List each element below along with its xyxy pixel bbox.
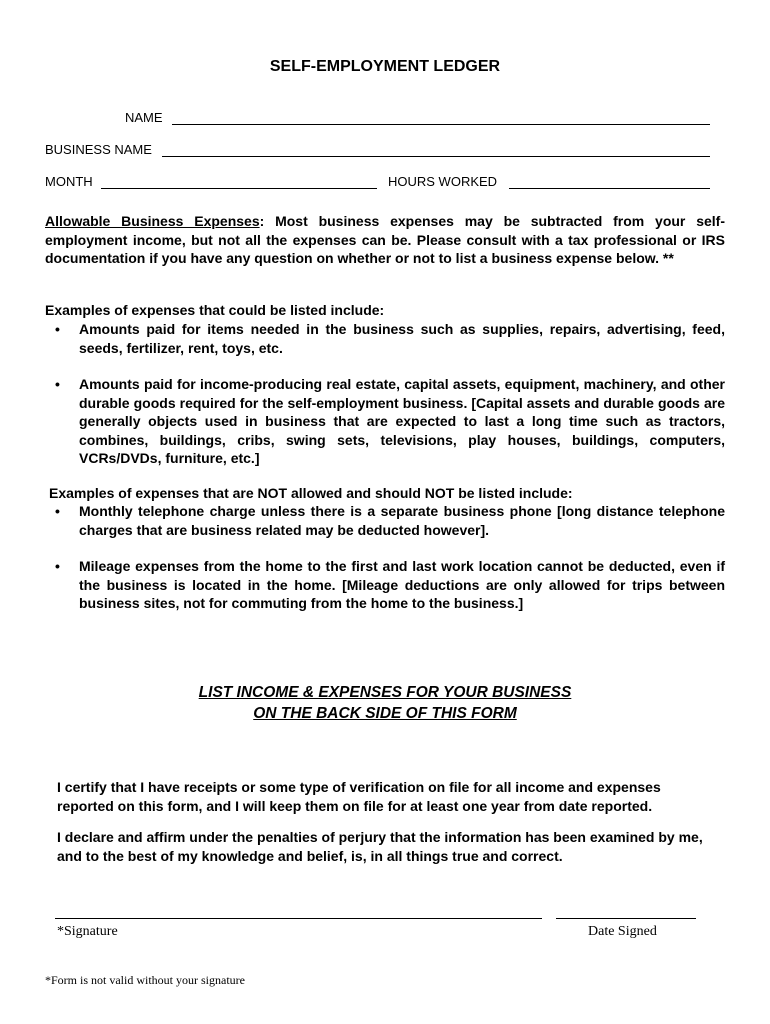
month-field[interactable]: [101, 188, 377, 189]
name-label: NAME: [125, 110, 163, 125]
not-allowed-examples-intro: Examples of expenses that are NOT allowed and should NOT be listed include:: [49, 485, 573, 501]
declare-statement: I declare and affirm under the penalties of perjury that the information has been examined by me, and to the best of my knowledge and belief, is, in all things true and correct.: [57, 829, 703, 864]
bullet-icon: •: [55, 321, 60, 337]
month-label: MONTH: [45, 174, 93, 189]
hours-worked-label: HOURS WORKED: [388, 174, 498, 189]
name-field[interactable]: [172, 124, 710, 125]
bullet-icon: •: [55, 503, 60, 519]
hours-worked-field[interactable]: [509, 188, 710, 189]
signature-label: *Signature: [57, 924, 118, 939]
allowable-expenses-text: : Most business expenses may be subtracted from your self-employment income, but not all the expenses can be. Please consult with a tax professional or IRS documentation if you have any question on whether or not to list a business expense below. **: [45, 213, 725, 266]
date-signed-label: Date Signed: [588, 924, 657, 939]
list-item-text: Monthly telephone charge unless there is a separate business phone [long distance telephone charges that are business related may be deducted however].: [79, 503, 725, 538]
bullet-icon: •: [55, 376, 60, 392]
business-name-label: BUSINESS NAME: [45, 142, 152, 157]
list-item-text: Mileage expenses from the home to the first and last work location cannot be deducted, even if the business is located in the home. [Mileage deductions are only allowed for trips between business sites, not for commuting from the home to the business.]: [79, 558, 725, 611]
list-item-text: Amounts paid for income-producing real estate, capital assets, equipment, machinery, and other durable goods required for the self-employment business. [Capital assets and durable goods are generally objects used in business that are expected to last a long time such as tractors, combines, buildings, cribs, swing sets, televisions, play houses, buildings, computers, VCRs/DVDs, furniture, etc.]: [79, 376, 725, 466]
footnote: *Form is not valid without your signature: [45, 973, 245, 987]
date-signed-line[interactable]: [556, 918, 696, 919]
allowed-examples-intro: Examples of expenses that could be listed include:: [45, 302, 385, 318]
back-side-notice-line2: ON THE BACK SIDE OF THIS FORM: [253, 705, 517, 722]
signature-line[interactable]: [55, 918, 542, 919]
list-item-text: Amounts paid for items needed in the business such as supplies, repairs, advertising, feed, seeds, fertilizer, rent, toys, etc.: [79, 321, 725, 356]
allowable-expenses-paragraph: [45, 212, 725, 268]
back-side-notice-line1: LIST INCOME & EXPENSES FOR YOUR BUSINESS: [198, 684, 572, 701]
certify-statement: I certify that I have receipts or some type of verification on file for all income and expenses reported on this form, and I will keep them on file for at least one year from date reported.: [57, 779, 661, 814]
bullet-icon: •: [55, 558, 60, 574]
page-title: SELF-EMPLOYMENT LEDGER: [269, 58, 501, 75]
business-name-field[interactable]: [162, 156, 710, 157]
allowable-expenses-heading: Allowable Business Expenses: [45, 213, 260, 229]
